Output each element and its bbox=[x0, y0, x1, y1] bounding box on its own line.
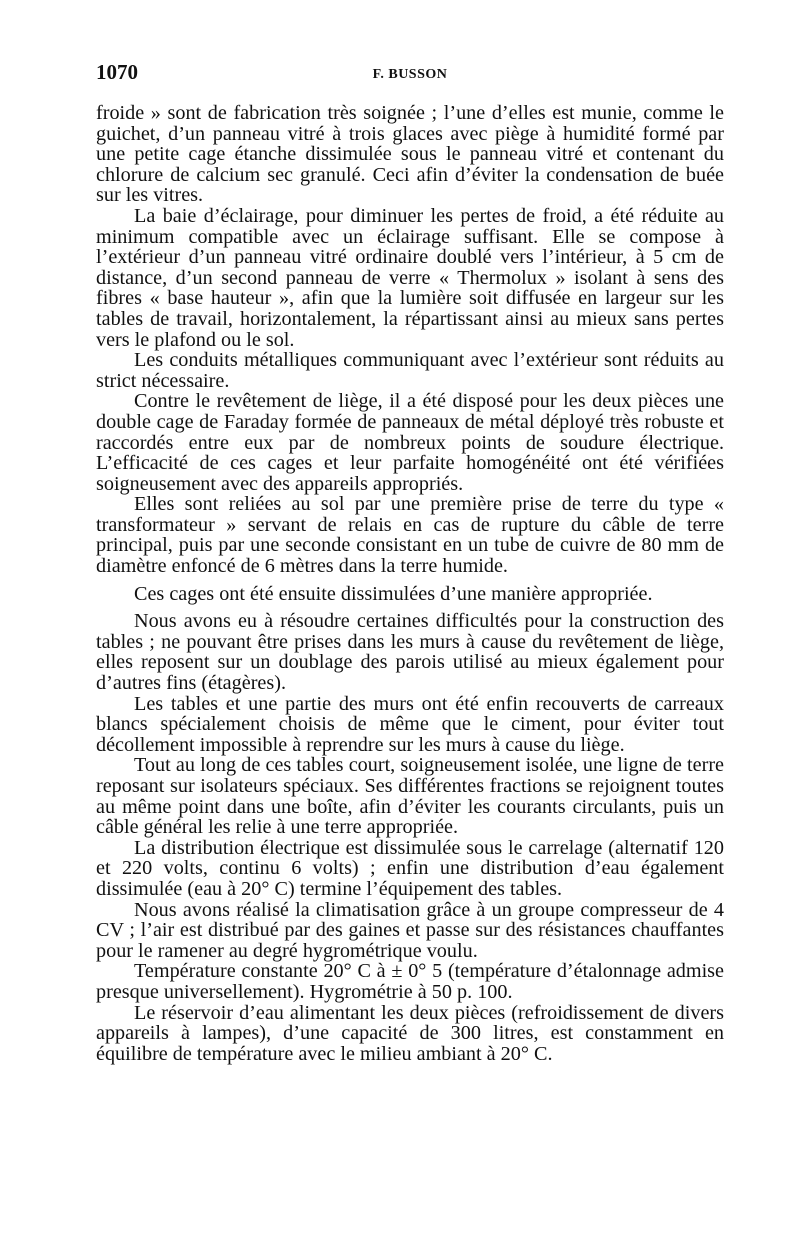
paragraph-water-reservoir: Le réservoir d’eau alimentant les deux pièces (refroidissement de divers appareils à lampes), d’une capacité de 300 litres, est constamment en équilibre de température avec le milieu ambiant à 20° C. bbox=[96, 1001, 724, 1065]
paragraph-cages-concealed: Ces cages ont été ensuite dissimulées d’une manière appropriée. bbox=[134, 582, 653, 605]
paragraph-continued: froide » sont de fabrication très soignée ; l’une d’elles est munie, comme le guichet, d’un panneau vitré à trois glaces avec piège à humidité formé par une petite cage étanche dissimulée sous le panneau vitré et contenant du chlorure de calcium sec granulé. Ceci afin d’éviter la condensation de buée sur les vitres. bbox=[96, 102, 724, 207]
page-number: 1070 bbox=[96, 60, 138, 84]
running-head-author: F. BUSSON bbox=[372, 67, 448, 82]
paragraph-tiles: Les tables et une partie des murs ont été enfin recouverts de carreaux blancs spécialement choisis de même que le ciment, pour éviter tout décollement impossible à reprendre sur les murs à cause du liège. bbox=[96, 692, 724, 756]
paragraph-air-conditioning: Nous avons réalisé la climatisation grâce à un groupe compresseur de 4 CV ; l’air est distribué par des gaines et passe sur des résistances chauffantes pour le ramener au degré hygrométrique voulu. bbox=[96, 898, 724, 962]
paragraph-earth-line: Tout au long de ces tables court, soigneusement isolée, une ligne de terre reposant sur isolateurs spéciaux. Ses différentes fractions se rejoignent toutes au même point dans une boîte, afin d’éviter les courants circulants, puis un câble général les relie à une terre appropriée. bbox=[96, 754, 724, 839]
paragraph-electric-distribution: La distribution électrique est dissimulée sous le carrelage (alternatif 120 et 220 volts, continu 6 volts) ; enfin une distribution d’eau également dissimulée (eau à 20° C) termine l’équipement des tables. bbox=[96, 836, 724, 900]
paragraph-temperature: Température constante 20° C à ± 0° 5 (température d’étalonnage admise presque universellement). Hygrométrie à 50 p. 100. bbox=[96, 960, 724, 1003]
paragraph-faraday-cage: Contre le revêtement de liège, il a été disposé pour les deux pièces une double cage de Faraday formée de panneaux de métal déployé très robuste et raccordés entre eux par de nombreux points de soudure électrique. L’efficacité de ces cages et leur parfaite homogénéité ont été vérifiées soigneusement avec des appareils appropriés. bbox=[96, 390, 724, 495]
paragraph-metal-conduits: Les conduits métalliques communiquant avec l’extérieur sont réduits au strict nécessaire. bbox=[96, 349, 724, 392]
paragraph-grounding: Elles sont reliées au sol par une première prise de terre du type « transformateur » servant de relais en cas de rupture du câble de terre principal, puis par une seconde consistant en un tube de cuivre de 80 mm de diamètre enfoncé de 6 mètres dans la terre humide. bbox=[96, 493, 724, 578]
paragraph-lighting-bay: La baie d’éclairage, pour diminuer les pertes de froid, a été réduite au minimum compatible avec un éclairage suffisant. Elle se compose à l’extérieur d’un panneau vitré ordinaire doublé vers l’intérieur, à 5 cm de distance, d’un second panneau de verre « Thermolux » isolant à sens des fibres « base hauteur », afin que la lumière soit diffusée en largeur sur les tables de travail, horizontalement, la répartissant ainsi au mieux sans pertes vers le plafond ou le sol. bbox=[96, 204, 724, 351]
body-text bbox=[96, 103, 724, 1064]
page-header bbox=[96, 60, 724, 92]
paragraph-tables-construction: Nous avons eu à résoudre certaines difficultés pour la construction des tables ; ne pouvant être prises dans les murs à cause du revêtement de liège, elles reposent sur un doublage des parois utilisé au mieux également pour d’autres fins (étagères). bbox=[96, 610, 724, 695]
